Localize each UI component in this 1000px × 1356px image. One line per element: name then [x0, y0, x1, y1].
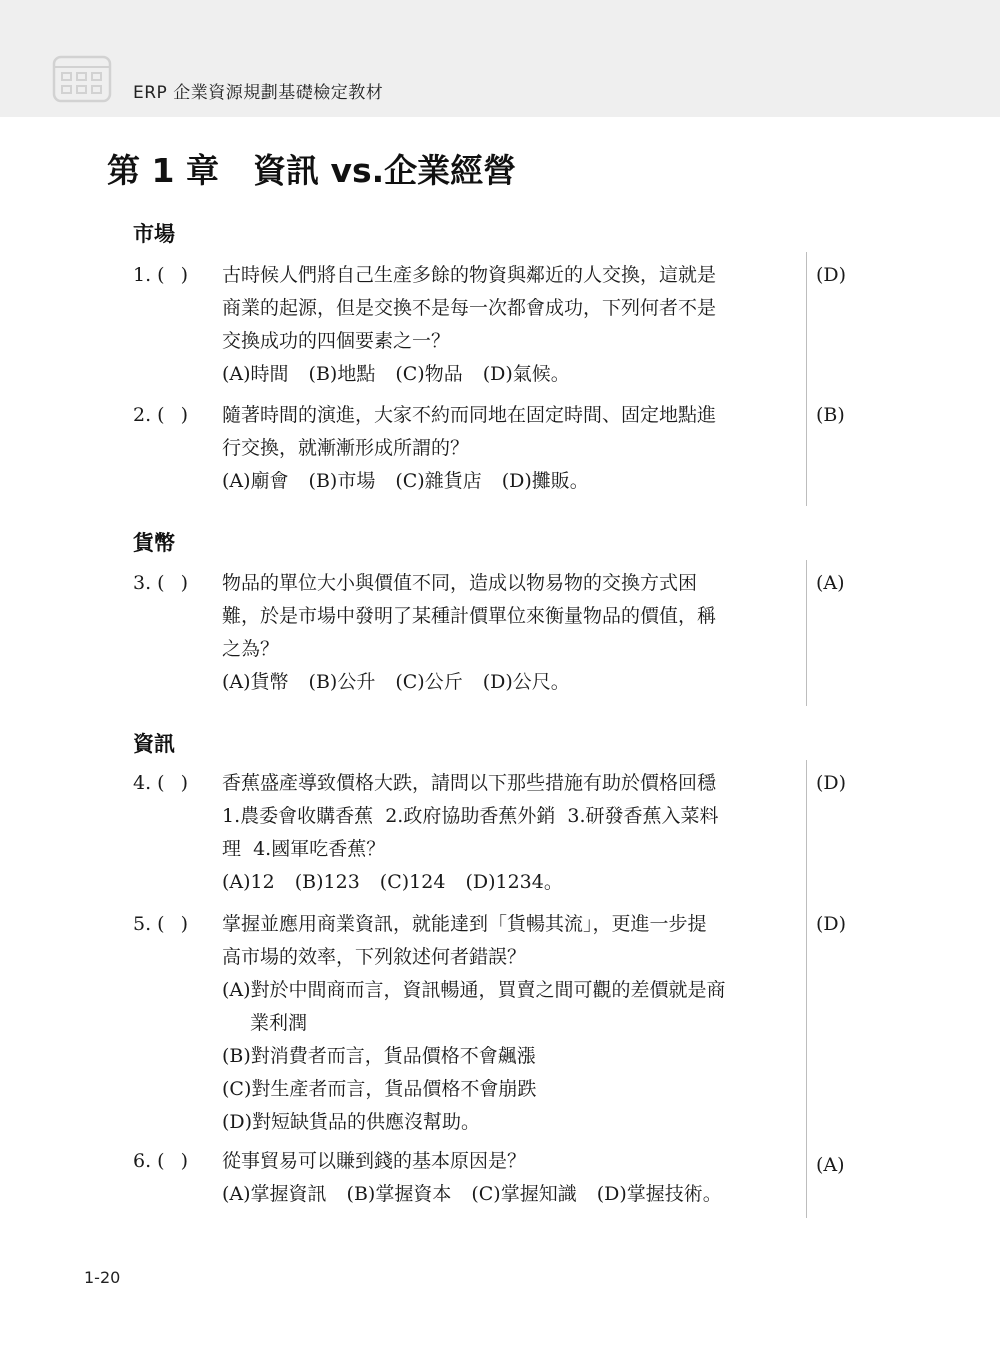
- answer-label: (D): [816, 772, 847, 794]
- question-text: 香蕉盛產導致價格大跌，請問以下那些措施有助於價格回穩 1.農委會收購香蕉 2.政府協助香蕉外銷 3.研發香蕉入菜料 理 4.國軍吃香蕉？ (A)12 (B)123 (C)124 (D)1234。: [222, 767, 792, 899]
- answer-label: (D): [816, 913, 847, 935]
- answer-label: (A): [816, 572, 845, 594]
- question-number: 1. ( ): [133, 264, 189, 286]
- answer-divider: [806, 252, 807, 506]
- answer-divider: [806, 760, 807, 1218]
- question-text: 古時候人們將自己生產多餘的物資與鄰近的人交換，這就是 商業的起源，但是交換不是每一次都會成功，下列何者不是 交換成功的四個要素之一？ (A)時間 (B)地點 (C)物品 (D)氣候。: [222, 259, 792, 391]
- chapter-title: 資訊 vs.企業經營: [252, 151, 517, 190]
- question-number: 2. ( ): [133, 404, 189, 426]
- question-text: 物品的單位大小與價值不同，造成以物易物的交換方式困 難，於是市場中發明了某種計價單位來衡量物品的價值，稱 之為？ (A)貨幣 (B)公升 (C)公斤 (D)公尺。: [222, 567, 792, 699]
- question-options: (A)貨幣 (B)公升 (C)公斤 (D)公尺。: [222, 671, 570, 693]
- question-number: 5. ( ): [133, 913, 189, 935]
- answer-label: (B): [816, 404, 845, 426]
- book-title: ERP 企業資源規劃基礎檢定教材: [133, 83, 384, 103]
- page-header: [0, 0, 1000, 117]
- answer-label: (A): [816, 1154, 845, 1176]
- question-number: 4. ( ): [133, 772, 189, 794]
- calendar-icon: [52, 51, 112, 103]
- chapter-number: 第 1 章: [107, 151, 219, 190]
- question-text: 掌握並應用商業資訊，就能達到「貨暢其流」，更進一步提 高市場的效率，下列敘述何者錯誤？ (A)對於中間商而言，資訊暢通，買賣之間可觀的差價就是商 業利潤 (B)對消費者而言，貨品價格不會飆漲 (C)對生產者而言，貨品價格不會崩跌 (D)對短缺貨品的供應沒幫助。: [222, 913, 726, 1133]
- question-options: (A)時間 (B)地點 (C)物品 (D)氣候。: [222, 363, 570, 385]
- section-title: 資訊: [133, 732, 175, 756]
- question-text: 隨著時間的演進，大家不約而同地在固定時間、固定地點進 行交換，就漸漸形成所謂的？ (A)廟會 (B)市場 (C)雜貨店 (D)攤販。: [222, 399, 792, 498]
- chapter-heading: [107, 145, 516, 192]
- page-number: 1-20: [84, 1268, 121, 1287]
- answer-label: (D): [816, 264, 847, 286]
- question-number: 6. ( ): [133, 1150, 189, 1172]
- question-text: 從事貿易可以賺到錢的基本原因是？ (A)掌握資訊 (B)掌握資本 (C)掌握知識 (D)掌握技術。: [222, 1145, 792, 1211]
- question-number: 3. ( ): [133, 572, 189, 594]
- question-options: (A)廟會 (B)市場 (C)雜貨店 (D)攤販。: [222, 470, 589, 492]
- section-title: 市場: [133, 222, 175, 246]
- answer-divider: [806, 560, 807, 706]
- question-options: (A)12 (B)123 (C)124 (D)1234。: [222, 871, 563, 893]
- question-options: (A)掌握資訊 (B)掌握資本 (C)掌握知識 (D)掌握技術。: [222, 1183, 722, 1205]
- section-title: 貨幣: [133, 531, 175, 555]
